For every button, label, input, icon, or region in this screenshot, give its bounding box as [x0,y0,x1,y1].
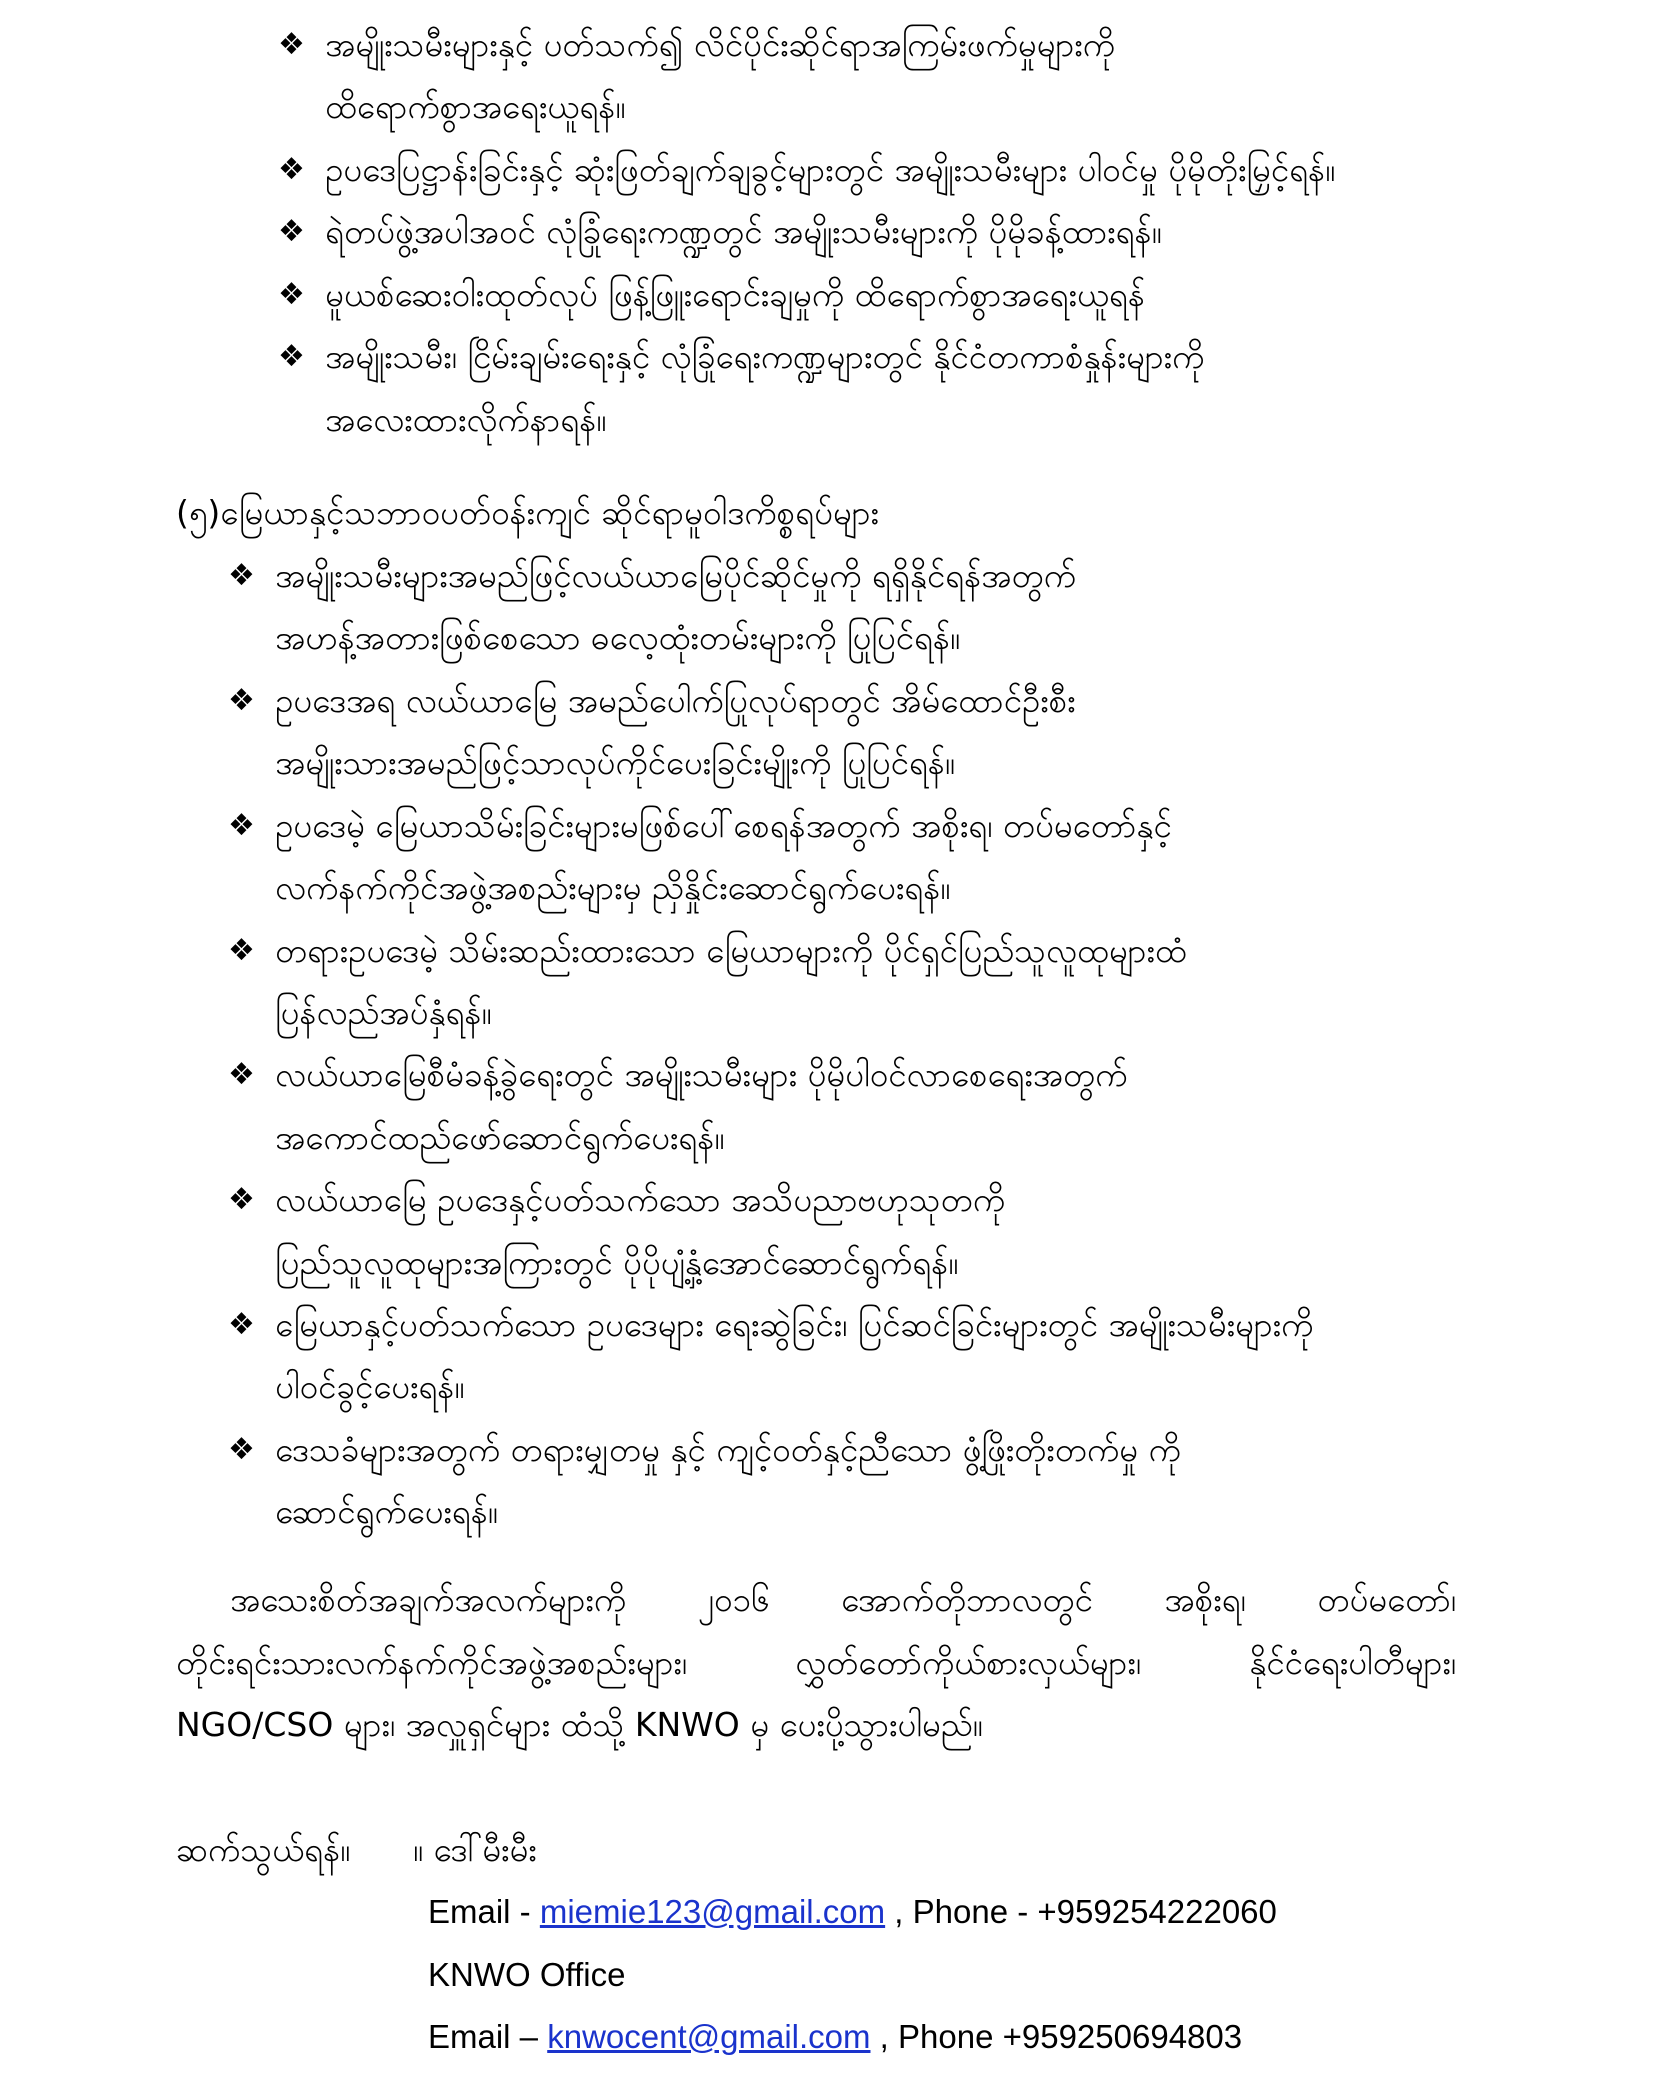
list-item-line: လယ်ယာမြေ ဥပဒေနှင့်ပတ်သက်သော အသိပညာဗဟုသုတကို [275,1180,1006,1219]
list-item-line: တရားဥပဒေမဲ့ သိမ်းဆည်းထားသော မြေယာများကို ပိုင်ရှင်ပြည်သူလူထုများထံ [275,931,1187,970]
phone-text: , Phone +959250694803 [870,2018,1243,2055]
list-item-line: ဥပဒေမဲ့ မြေယာသိမ်းခြင်းများမဖြစ်ပေါ်စေရန်အတွက် အစိုးရ၊ တပ်မတော်နှင့် [275,806,1172,845]
bullet-icon: ❖ [278,27,305,62]
list-item-line: ပြန်လည်အပ်နှံရန်။ [275,993,492,1032]
list-item-line: အလေးထားလိုက်နာရန်။ [325,400,607,439]
email-prefix: Email – [428,2018,548,2055]
bullet-icon: ❖ [228,558,255,593]
list-item-line: အမျိုးသားအမည်ဖြင့်သာလုပ်ကိုင်ပေးခြင်းမျိုးကို ပြုပြင်ရန်။ [275,743,955,782]
list-item-line: ပြည်သူလူထုများအကြားတွင် ပိုပိုပျံ့နှံ့အောင်ဆောင်ရွက်ရန်။ [275,1243,959,1282]
list-item-line: အဟန့်အတားဖြစ်စေသော ဓလေ့ထုံးတမ်းများကို ပြုပြင်ရန်။ [275,618,960,657]
list-item-line: အမျိုးသမီး၊ ငြိမ်းချမ်းရေးနှင့် လုံခြုံရေးကဏ္ဍများတွင် နိုင်ငံတကာစံနှုန်းများကို [325,337,1205,376]
list-item-line: ဥပဒေပြဋ္ဌာန်းခြင်းနှင့် ဆုံးဖြတ်ချက်ချခွင့်များတွင် အမျိုးသမီးများ ပါဝင်မှု ပိုမိုတိုးမြှင့်ရန်။ [325,150,1336,189]
phone-text: , Phone - +959254222060 [885,1893,1277,1930]
list-item-line: ရဲတပ်ဖွဲ့အပါအဝင် လုံခြုံရေးကဏ္ဍတွင် အမျိုးသမီးများကို ပိုမိုခန့်ထားရန်။ [325,212,1162,251]
list-item-line: လက်နက်ကိုင်အဖွဲ့အစည်းများမှ ညှိနှိုင်းဆောင်ရွက်ပေးရန်။ [275,868,951,907]
bullet-icon: ❖ [278,214,305,249]
bullet-icon: ❖ [228,933,255,968]
office-label: KNWO Office [428,1956,626,1993]
list-item-line: ဆောင်ရွက်ပေးရန်။ [275,1492,498,1531]
list-item-line: မူယစ်ဆေးဝါးထုတ်လုပ် ဖြန့်ဖြူးရောင်းချမှုကို ထိရောက်စွာအရေးယူရန် [325,275,1145,314]
bullet-icon: ❖ [228,1182,255,1217]
email-link-miemie[interactable]: miemie123@gmail.com [539,1893,886,1930]
paragraph-line: NGO/CSO များ၊ အလှူရှင်များ ထံသို့ KNWO မှ ပေးပို့သွားပါမည်။ [176,1705,983,1744]
list-item-line: မြေယာနှင့်ပတ်သက်သော ဥပဒေများ ရေးဆွဲခြင်း၊ ပြင်ဆင်ခြင်းများတွင် အမျိုးသမီးများကို [275,1305,1314,1344]
bullet-icon: ❖ [278,152,305,187]
contact-name: ။ ဒေါ်မီးမီး [413,1830,537,1869]
bullet-icon: ❖ [278,339,305,374]
list-item-line: ဒေသခံများအတွက် တရားမျှတမှု နှင့် ကျင့်ဝတ်နှင့်ညီသော ဖွံ့ဖြိုးတိုးတက်မှု ကို [275,1430,1181,1469]
list-item-line: အကောင်ထည်ဖော်ဆောင်ရွက်ပေးရန်။ [275,1118,725,1157]
bullet-icon: ❖ [228,1057,255,1092]
list-item-line: ဥပဒေအရ လယ်ယာမြေ အမည်ပေါက်ပြုလုပ်ရာတွင် အိမ်ထောင်ဦးစီး [275,681,1076,720]
bullet-icon: ❖ [228,808,255,843]
list-item-line: ပါဝင်ခွင့်ပေးရန်။ [275,1367,465,1406]
contact-line-1 [428,1888,1277,1936]
email-prefix: Email - [428,1893,540,1930]
list-item-line: အမျိုးသမီးများနှင့် ပတ်သက်၍ လိင်ပိုင်းဆိုင်ရာအကြမ်းဖက်မှုများကို [325,25,1115,64]
list-item-line: ထိရောက်စွာအရေးယူရန်။ [325,87,626,126]
section-heading: (၅)မြေယာနှင့်သဘာဝပတ်ဝန်းကျင် ဆိုင်ရာမူဝါဒကိစ္စရပ်များ [176,493,879,532]
contact-label: ဆက်သွယ်ရန်။ [176,1830,351,1869]
bullet-icon: ❖ [228,1307,255,1342]
bullet-icon: ❖ [228,1432,255,1467]
email-link-knwocent[interactable]: knwocent@gmail.com [547,2018,871,2055]
bullet-icon: ❖ [278,277,305,312]
paragraph-line: တိုင်းရင်းသားလက်နက်ကိုင်အဖွဲ့အစည်းများ၊ လွှတ်တော်ကိုယ်စားလှယ်များ၊ နိုင်ငံရေးပါတီများ၊ [176,1643,1456,1682]
bullet-icon: ❖ [228,683,255,718]
list-item-line: လယ်ယာမြေစီမံခန့်ခွဲရေးတွင် အမျိုးသမီးများ ပိုမိုပါဝင်လာစေရေးအတွက် [275,1055,1128,1094]
paragraph-line: အသေးစိတ်အချက်အလက်များကို ၂၀၁၆ အောက်တိုဘာလတွင် အစိုးရ၊ တပ်မတော်၊ [230,1580,1456,1619]
contact-line-2 [428,2013,1242,2061]
list-item-line: အမျိုးသမီးများအမည်ဖြင့်လယ်ယာမြေပိုင်ဆိုင်မှုကို ရရှိနိုင်ရန်အတွက် [275,556,1076,595]
